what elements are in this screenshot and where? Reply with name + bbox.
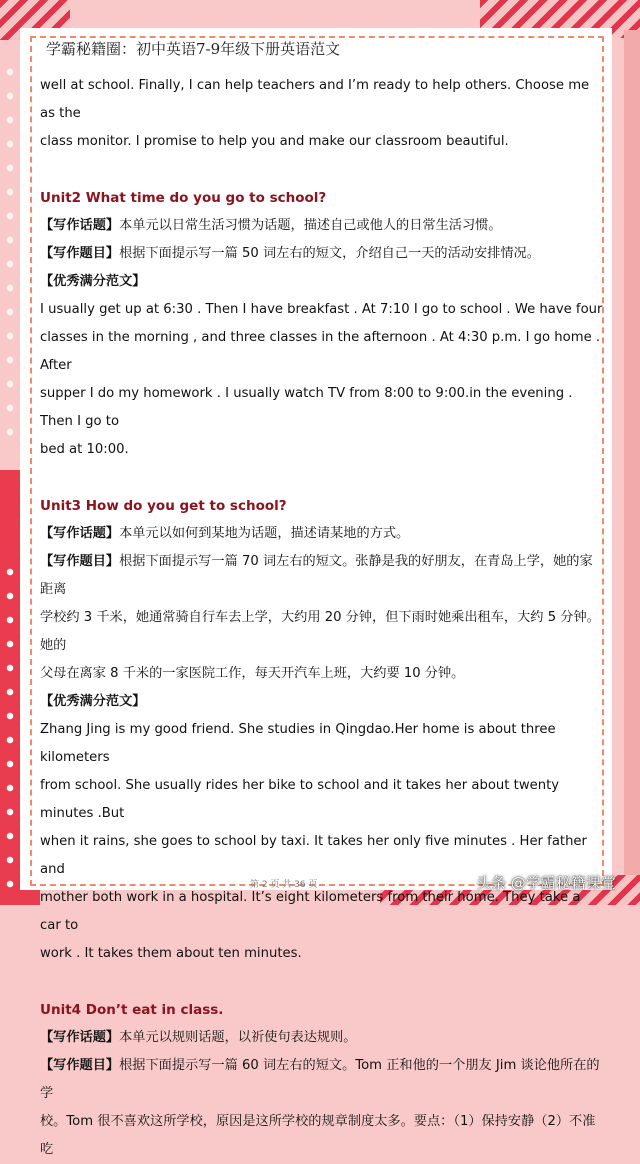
text-line: well at school. Finally, I can help teachers and I’m ready to help others. Choose me as the: [40, 78, 590, 121]
sample-line: from school. She usually rides her bike to school and it takes her about twenty minutes .But: [40, 778, 560, 821]
topic-label: 【写作话题】: [40, 218, 120, 233]
watermark: 头条 @学霸秘籍课堂: [476, 874, 616, 892]
unit4-topic: [40, 1024, 604, 1052]
topic-label: 【写作话题】: [40, 526, 120, 541]
task-label: 【写作题目】: [40, 554, 120, 569]
topic-label: 【写作话题】: [40, 1030, 120, 1045]
unit2-topic: [40, 212, 604, 240]
sample-line: when it rains, she goes to school by taxi. It takes her only five minutes . Her father and: [40, 834, 587, 877]
sample-line: work . It takes them about ten minutes.: [40, 946, 302, 961]
sample-line: I usually get up at 6:30 . Then I have breakfast . At 7:10 I go to school . We have four: [40, 302, 603, 317]
text-line: class monitor. I promise to help you and make our classroom beautiful.: [40, 134, 509, 149]
decorative-dots-top: [4, 60, 16, 440]
task-line: 父母在离家 8 千米的一家医院工作，每天开汽车上班，大约要 10 分钟。: [40, 666, 465, 681]
sample-line: mother both work in a hospital. It’s eight kilometers from their home. They take a car to: [40, 890, 581, 933]
sample-line: supper I do my homework . I usually watch TV from 8:00 to 9:00.in the evening . Then I go to: [40, 386, 573, 429]
document-content: [40, 72, 604, 1164]
decorative-dots-bottom: [4, 560, 16, 890]
topic-text: 本单元以如何到某地为话题，描述请某地的方式。: [119, 526, 410, 541]
topic-text: 本单元以日常生活习惯为话题，描述自己或他人的日常生活习惯。: [119, 218, 502, 233]
page-footer: 第 2 页 共 36 页: [250, 880, 318, 890]
task-label: 【写作题目】: [40, 246, 120, 261]
task-label: 【写作题目】: [40, 1058, 120, 1073]
task-line: 校。Tom 很不喜欢这所学校，原因是这所学校的规章制度太多。要点：（1）保持安静（2）不准吃: [40, 1114, 596, 1157]
unit4-title: Unit4 Don’t eat in class.: [40, 1002, 224, 1018]
sample-line: bed at 10:00.: [40, 442, 129, 457]
task-text: 根据下面提示写一篇 70 词左右的短文。张静是我的好朋友，在青岛上学，她的家距离: [40, 554, 593, 597]
page-header: 学霸秘籍圈：初中英语7-9年级下册英语范文: [46, 40, 341, 58]
sample-line: classes in the morning , and three classes in the afternoon . At 4:30 p.m. I go home . After: [40, 330, 601, 373]
unit3-title: Unit3 How do you get to school?: [40, 498, 287, 514]
unit2-task: [40, 240, 604, 268]
unit4-task: [40, 1052, 604, 1108]
sample-label: 【优秀满分范文】: [40, 274, 146, 289]
sample-line: Zhang Jing is my good friend. She studies in Qingdao.Her home is about three kilometers: [40, 722, 556, 765]
unit3-task: [40, 548, 604, 604]
task-line: 学校约 3 千米，她通常骑自行车去上学，大约用 20 分钟，但下雨时她乘出租车，大约 5 分钟。她的: [40, 610, 600, 653]
task-text: 根据下面提示写一篇 50 词左右的短文，介绍自己一天的活动安排情况。: [119, 246, 540, 261]
sample-label: 【优秀满分范文】: [40, 694, 146, 709]
task-text: 根据下面提示写一篇 60 词左右的短文。Tom 正和他的一个朋友 Jim 谈论他所在的学: [40, 1058, 600, 1101]
unit3-topic: [40, 520, 604, 548]
topic-text: 本单元以规则话题，以祈使句表达规则。: [119, 1030, 357, 1045]
unit2-title: Unit2 What time do you go to school?: [40, 190, 327, 206]
decorative-right-edge: [624, 30, 640, 890]
